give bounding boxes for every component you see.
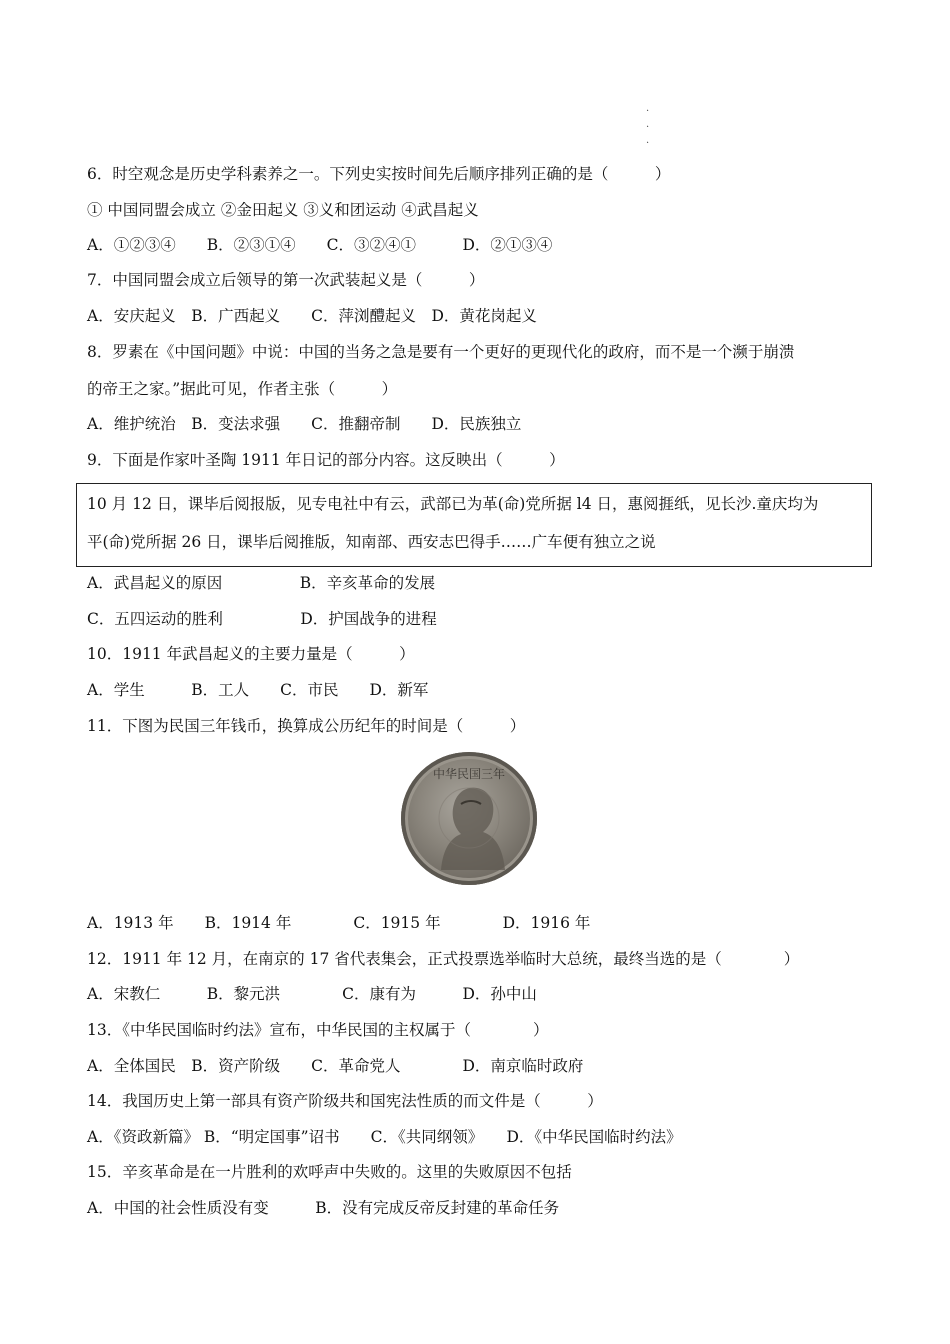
question-15-options: A．中国的社会性质没有变 B．没有完成反帝反封建的革命任务 bbox=[87, 1199, 560, 1217]
question-6-options: A．①②③④ B．②③①④ C．③②④① D．②①③④ bbox=[87, 236, 553, 254]
question-9-options-cd: C．五四运动的胜利 D．护国战争的进程 bbox=[87, 610, 437, 628]
question-6-items: ① 中国同盟会成立 ②金田起义 ③义和团运动 ④武昌起义 bbox=[87, 201, 479, 219]
question-11: 11．下图为民国三年钱币，换算成公历纪年的时间是（ ） bbox=[87, 717, 526, 735]
question-7: 7．中国同盟会成立后领导的第一次武装起义是（ ） bbox=[87, 271, 485, 289]
question-13: 13．《中华民国临时约法》宣布，中华民国的主权属于（ ） bbox=[87, 1021, 549, 1039]
question-14-options: A．《资政新篇》 B．“明定国事”诏书 C．《共同纲领》 D．《中华民国临时约法》 bbox=[87, 1128, 682, 1146]
question-7-options: A．安庆起义 B．广西起义 C．萍浏醴起义 D．黄花岗起义 bbox=[87, 307, 537, 325]
coin-inscription: 中华民国三年 bbox=[432, 767, 506, 781]
diary-excerpt-box bbox=[76, 483, 872, 567]
question-9-options-ab: A．武昌起义的原因 B．辛亥革命的发展 bbox=[87, 574, 436, 592]
question-10: 10．1911 年武昌起义的主要力量是（ ） bbox=[87, 645, 415, 663]
question-13-options: A．全体国民 B．资产阶级 C．革命党人 D．南京临时政府 bbox=[87, 1057, 584, 1075]
question-10-options: A．学生 B．工人 C．市民 D．新军 bbox=[87, 681, 429, 699]
diary-line: 10 月 12 日，课毕后阅报版，见专电社中有云，武部已为革(命)党所据 l4 日，惠阅捱纸，见长沙.童庆均为 bbox=[87, 495, 819, 513]
question-12-options: A．宋教仁 B．黎元洪 C．康有为 D．孙中山 bbox=[87, 985, 537, 1003]
question-12: 12．1911 年 12 月，在南京的 17 省代表集会，正式投票选举临时大总统，最终当选的是（ ） bbox=[87, 950, 800, 968]
question-11-options: A．1913 年 B．1914 年 C．1915 年 D．1916 年 bbox=[87, 914, 591, 932]
yuan-shikai-coin-image bbox=[401, 752, 537, 885]
header-dots: · · · bbox=[646, 106, 650, 149]
question-6: 6．时空观念是历史学科素养之一。下列史实按时间先后顺序排列正确的是（ ） bbox=[87, 165, 671, 183]
question-8-cont: 的帝王之家。”据此可见，作者主张（ ） bbox=[87, 380, 398, 398]
question-14: 14．我国历史上第一部具有资产阶级共和国宪法性质的而文件是（ ） bbox=[87, 1092, 603, 1110]
question-8-options: A．维护统治 B．变法求强 C．推翻帝制 D．民族独立 bbox=[87, 415, 522, 433]
question-8: 8．罗素在《中国问题》中说：中国的当务之急是要有一个更好的更现代化的政府，而不是一个濒于崩溃 bbox=[87, 343, 795, 361]
question-9: 9．下面是作家叶圣陶 1911 年日记的部分内容。这反映出（ ） bbox=[87, 451, 565, 469]
question-15: 15．辛亥革命是在一片胜利的欢呼声中失败的。这里的失败原因不包括 bbox=[87, 1163, 572, 1181]
diary-line: 平(命)党所据 26 日，课毕后阅推版，知南部、西安志巴得手……广车便有独立之说 bbox=[87, 533, 656, 551]
